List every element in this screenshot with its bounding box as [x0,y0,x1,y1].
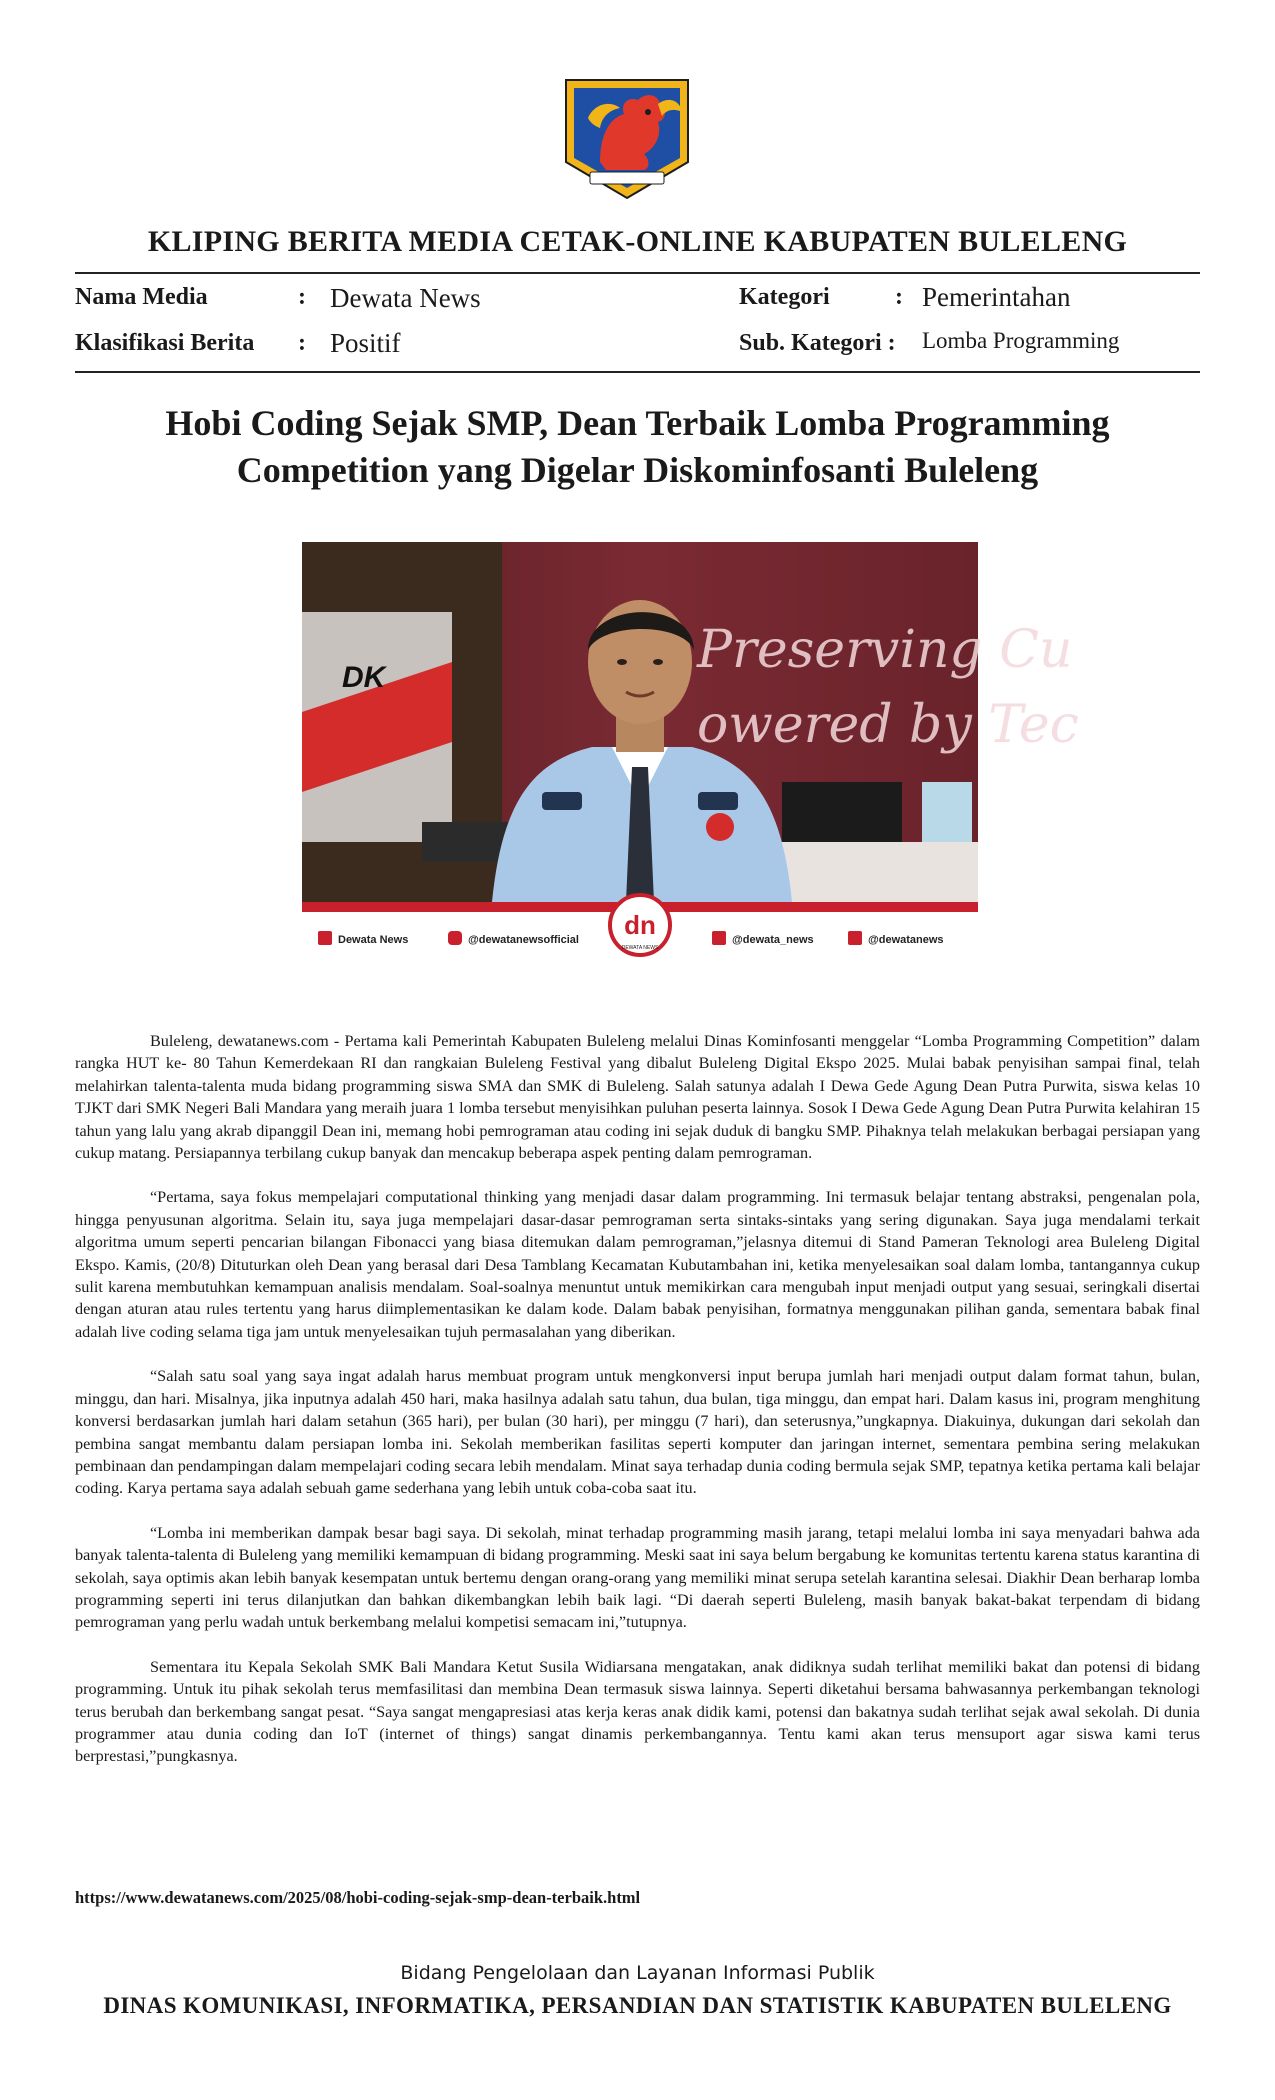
nama-media-colon: : [298,284,306,310]
sub-kategori-value: Lomba Programming [922,328,1120,353]
singa-ambara-raja-icon [560,74,694,202]
article-headline [100,400,1175,494]
svg-text:DK: DK [342,661,386,694]
svg-text:owered by Tec: owered by Tec [697,695,1079,755]
buleleng-emblem-logo [560,74,694,202]
article-paragraph: Buleleng, dewatanews.com - Pertama kali Pemerintah Kabupaten Buleleng melalui Dinas Kominfosanti menggelar “Lomba Programming Competition” dalam rangka HUT ke- 80 Tahun Kemerdekaan RI dan rangkaian Buleleng Festival yang dibalut Buleleng Digital Ekspo 2025. Mulai babak penyisihan sampai final, telah melahirkan talenta-talenta muda bidang programming siswa SMA dan SMK di Buleleng. Salah satunya adalah I Dewa Gede Agung Dean Putra Purwita, siswa kelas 10 TJKT dari SMK Negeri Bali Mandara yang meraih juara 1 lomba tersebut menyisihkan puluhan peserta lainnya. Sosok I Dewa Gede Agung Dean Putra Purwita kelahiran 15 tahun yang lalu yang akrab dipanggil Dean ini, memang hobi pemrograman atau coding ini sejak duduk di bangku SMP. Pihaknya telah melakukan berbagai persiapan yang cukup matang. Persiapannya terbilang cukup banyak dan mencakup beberapa aspek penting dalam pemrograman. [75,1032,1200,1163]
nama-media-value: Dewata News [330,283,481,313]
brand-name: DEWATA NEWS [621,945,659,951]
social-tiktok: @dewatanews [868,934,944,946]
social-instagram: @dewatanewsofficial [468,934,579,946]
social-facebook: Dewata News [338,934,409,946]
headline-line-2: Competition yang Digelar Diskominfosanti Buleleng [236,450,1039,490]
tiktok-icon [848,931,862,945]
source-url-link[interactable]: https://www.dewatanews.com/2025/08/hobi-coding-sejak-smp-dean-terbaik.html [75,1888,641,1907]
social-twitter: @dewata_news [732,934,814,946]
facebook-icon [318,931,332,945]
article-paragraph: “Lomba ini memberikan dampak besar bagi saya. Di sekolah, minat terhadap programming masih jarang, tetapi melalui lomba ini saya menyadari bahwa ada banyak talenta-talenta di Buleleng yang memiliki kemampuan di bidang programming. Meski saat ini saya belum bergabung ke komunitas tertentu karena status karantina di sekolah, saya optimis akan lebih banyak kesempatan untuk bertemu dengan orang-orang yang memiliki minat serupa setelah karantina selesai. Diakhir Dean berharap lomba programming seperti ini terus dilanjutkan dan bahkan dikembangkan lebih baik lagi. “Di daerah seperti Buleleng, masih banyak bakat-bakat terpendam di bidang pemrograman yang perlu wadah untuk berkembang melalui kompetisi semacam ini,”tutupnya. [75,1523,1200,1632]
meta-divider [75,371,1200,373]
student-portrait-illustration [302,542,1079,964]
article-paragraph: Sementara itu Kepala Sekolah SMK Bali Mandara Ketut Susila Widiarsana mengatakan, anak didiknya sudah terlihat memiliki bakat dan potensi di bidang programming. Untuk itu pihak sekolah terus memfasilitasi dan membina Dean termasuk siswa lainnya. Seperti diketahui bersama bahwasannya perkembangan teknologi terus berubah dan berkembang sangat pesat. “Saya sangat mengapresiasi atas kerja keras anak didik kami, potensi dan bakatnya sudah terlihat sejak awal sekolah. Di dunia programmer atau dunia coding dan IoT (internet of things) sangat dinamis perkembangannya. Tentu kami akan terus mensuport agar siswa kami terus berprestasi,”pungkasnya. [75,1657,1200,1766]
kategori-label: Kategori [739,284,830,310]
clipping-header-title: KLIPING BERITA MEDIA CETAK-ONLINE KABUPATEN BULELENG [147,225,1128,258]
twitter-icon [712,931,726,945]
klasifikasi-berita-value: Positif [330,328,401,358]
kategori-colon: : [895,284,903,310]
klasifikasi-berita-colon: : [298,330,306,356]
footer-department: Bidang Pengelolaan dan Layanan Informasi Publik [400,1962,875,1984]
brand-mark: dn [624,910,656,940]
header-divider [75,272,1200,274]
article-paragraph: “Salah satu soal yang saya ingat adalah harus membuat program untuk mengkonversi input berupa jumlah hari menjadi output dalam format tahun, bulan, minggu, dan hari. Misalnya, jika inputnya adalah 450 hari, maka hasilnya adalah satu tahun, dua bulan, tiga minggu, dan empat hari. Dalam kasus ini, program menghitung konversi berdasarkan jumlah hari dalam setahun (365 hari), per bulan (30 hari), per minggu (7 hari), dan seterusnya,”ungkapnya. Diakuinya, dukungan dari sekolah dan pembina sangat membantu dalam persiapan lomba ini. Sekolah memberikan fasilitas seperti komputer dan jaringan internet, sementara pembina sering melakukan pembinaan dan pendampingan dalam mempelajari coding secara lebih mendalam. Minat saya terhadap dunia coding bermula sejak SMP, tepatnya ketika pertama kali belajar coding. Karya pertama saya adalah sebuah game sederhana yang lebih untuk coba-coba saat itu. [75,1367,1200,1498]
article-paragraph: “Pertama, saya fokus mempelajari computational thinking yang menjadi dasar dalam programming. Ini termasuk belajar tentang abstraksi, pengenalan pola, hingga penyusunan algoritma. Selain itu, saya juga mempelajari dasar-dasar pemrograman serta sintaks-sintaks yang sering digunakan. Saya juga mendalami terkait algoritma umum seperti pencarian bilangan Fibonacci yang biasa ditemukan dalam pemrograman,”jelasnya ditemui di Stand Pameran Teknologi area Buleleng Digital Ekspo. Kamis, (20/8) Dituturkan oleh Dean yang berasal dari Desa Tamblang Kecamatan Kubutambahan ini, ketika menyelesaikan soal dalam lomba, tantangannya cukup sulit karena membutuhkan kemampuan analisis mendalam. Soal-soalnya menuntut untuk memikirkan cara mengubah input menjadi output yang sesuai, seringkali disertai dengan aturan atau rules tertentu yang harus diimplementasikan ke dalam kode. Dalam babak penyisihan, formatnya menggunakan pilihan ganda, sementara babak final adalah live coding selama tiga jam untuk menyelesaikan tujuh permasalahan yang diberikan. [75,1188,1200,1341]
article-body [75,1030,1200,1790]
footer-agency: DINAS KOMUNIKASI, INFORMATIKA, PERSANDIAN DAN STATISTIK KABUPATEN BULELENG [103,1993,1172,2018]
nama-media-label: Nama Media [75,284,208,310]
svg-text:Preserving Cu: Preserving Cu [697,620,1073,680]
kategori-value: Pemerintahan [922,282,1071,312]
sub-kategori-label: Sub. Kategori : [739,330,896,356]
article-photo [302,542,1079,964]
headline-line-1: Hobi Coding Sejak SMP, Dean Terbaik Lomba Programming [165,403,1110,443]
klasifikasi-berita-label: Klasifikasi Berita [75,330,255,356]
instagram-icon [448,931,462,945]
